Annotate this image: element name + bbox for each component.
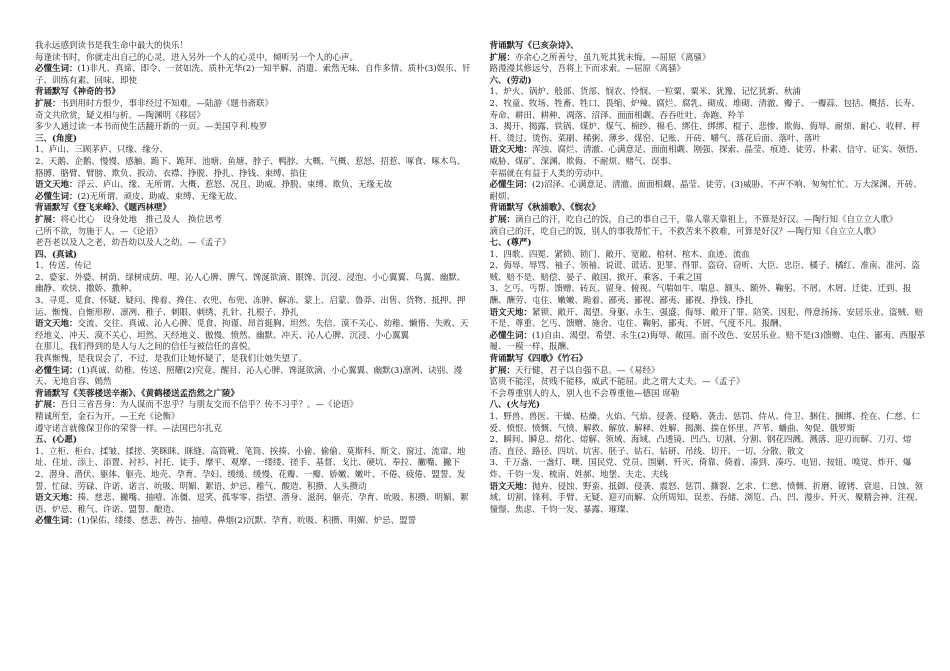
- left-line-heading: 背诵默写《登飞来峰》、《题西林壁》: [35, 203, 172, 214]
- left-line: [35, 470, 474, 493]
- right-line-heading: 语文天地：: [489, 145, 533, 156]
- left-line-heading: 四、(真诚): [35, 249, 78, 260]
- left-line: [35, 435, 474, 447]
- left-line: [35, 111, 474, 123]
- right-line-text: 3、揭开、揭露、铁锅、煤炉、煤气、棉纱、棉毛、绑住、绑绑、棍子、悲惨、欺侮、侮辱、耐烦、耐心、收秤、秤杆、烫过、烫伤、菜刷、稀粥、薄乡、煤窑、记账、开砖、嚼气、落花后面、落叶、落叶: [489, 122, 920, 144]
- right-line-heading: 扩展：: [489, 365, 516, 376]
- left-line-text: 吾日三省吾身：为人谋而不忠乎？与朋友交而不信乎？传不习乎？。—《论语》: [60, 400, 359, 411]
- right-line: [490, 76, 929, 88]
- left-line-text: (1)真诚、幼稚、传送、照耀(2)究竟、醒目、沁人心脾、馋涎欲滴、小心翼翼、幽默(3)凛冽、诀别、漫天、无地自容、嫣然: [35, 365, 463, 388]
- right-line-heading: 背诵默写《秋浦歌》、《悯农》: [489, 203, 601, 214]
- left-line: [35, 261, 474, 273]
- left-line: [35, 41, 474, 53]
- right-line-text: 3、千万盏、一盏灯、噢、国民党、党员、围剿、歼灭、倚靠、倚着、凑到、凑巧、电钮、按钮、嗅觉、炸开、爆炸、千钧一发、梳南、姓郝、地堡、夫走、夫线: [489, 458, 912, 480]
- right-line-text: 紧锁、敞开、渴望、身躯、永生、强盛、侮辱、敞开了罪、陪笑、因犯、得意扬扬、安居乐业、盗贼、赔不是、尊重、乞丐、馈赠、施舍、屯住、鞠躬、鄙夷、不屑、气度不凡、报酬、: [489, 307, 924, 330]
- left-line-text: 精诚所至，金石为开。—王充《论衡》: [35, 412, 180, 422]
- left-line-heading: 必懂生词：: [35, 191, 78, 202]
- left-line-text: 多少人通过读一本书而使生活翻开新的一页。—美国亨利.梭罗: [35, 122, 268, 133]
- right-line: [490, 122, 929, 145]
- left-line-heading: 必懂生词：: [35, 64, 78, 75]
- left-line: [35, 157, 474, 180]
- left-line-text: 遵守诺言就像保卫你的荣誉一样。—法国巴尔扎克: [35, 423, 223, 434]
- right-line-text: 3、乞丐、丐帮、馈赠、砖瓦、留身、俯视、气喘如牛、喘息、额头、额外、鞠躬、不屑、木屑、迁徙、迁到、报酬、酬劳、屯住、嫩嫩、跪着、鄙夷、鄙视、鄙夷、鄙视、挣钱、挣扎: [489, 284, 912, 307]
- right-line-text: 幸福就在有益于人类的劳动中。: [489, 168, 609, 179]
- right-line: [490, 284, 929, 307]
- left-line-text: 2、潜身、潜伏、躯体、躯壳、地壳、孕育、孕妇、缓缓、缓慢、花瓣、一瓣、娇嫩、嫩叶、不倦、疲倦、盟誓、发誓、忙碌、劳碌、许诺、诺言、吮吸、明媚、絮语、炉忌、稚气、酸造、积攒、人头攒动: [35, 469, 466, 492]
- right-line-heading: 六、(劳动): [489, 75, 532, 86]
- left-column: [35, 41, 474, 671]
- left-line-text: 3、寻觅、觅食、怀疑、疑问、搀着、搀住、衣兜、布兜、冻肿、解冻、蒙上、启蒙、鲁莽、出售、货物、抵押、押运、惭愧、自惭形秽、凛冽、稚子、刺眼、刺绣、扎针、扎根子、挣扎: [35, 296, 466, 318]
- right-line: [490, 250, 929, 262]
- right-line: [490, 41, 929, 53]
- left-line-text: 书到用时方恨少，事非经过不知难。—陆游《题书斋联》: [60, 98, 274, 109]
- left-line-text: 在那儿，我们得到的是人与人之间的信任与被信任的喜悦。: [35, 342, 257, 353]
- left-line: [35, 366, 474, 389]
- left-line-heading: 必懂生词：: [35, 365, 78, 376]
- left-line: [35, 516, 474, 528]
- left-line-heading: 语文天地：: [35, 493, 78, 504]
- right-line: [490, 482, 929, 517]
- right-line-text: 路漫漫其修远兮，吾将上下而求索。—屈原《离骚》: [489, 64, 686, 75]
- left-line: [35, 64, 474, 87]
- left-line-heading: 背诵默写《神奇的书》: [35, 87, 121, 98]
- right-line: [490, 53, 929, 65]
- right-line: [490, 377, 929, 389]
- left-line: [35, 87, 474, 99]
- right-line-text: 不会尊重别人的人，别人也不会尊重他—德国 席勒: [489, 388, 680, 399]
- left-line: [35, 493, 474, 516]
- right-line: [490, 261, 929, 284]
- left-line-text: 1、传送、传记: [35, 261, 92, 272]
- right-line-text: 1、炉火、锅炉、般部、货部、悯农、怜悯、一粒粟、粟米、犹豫、记忆犹新、秋浦: [489, 87, 801, 98]
- left-line: [35, 53, 474, 65]
- left-line: [35, 99, 474, 111]
- right-line: [490, 412, 929, 435]
- right-line: [490, 308, 929, 331]
- left-line-text: 己所不欲，勿施于人。—《论语》: [35, 226, 163, 237]
- left-line-text: 2、天鹅、企鹅、慢慢、感触、跪下、跪拜、池塘、鱼塘、脖子、鸭脖、大概、气概、惹怒、招惹、啄食、啄木鸟、胳膊、胳臂、臂膀、欺负、扳动、衣襟、挣脱、挣扎、挣钱、束缚、掐住: [35, 156, 466, 179]
- left-line: [35, 424, 474, 436]
- left-line: [35, 354, 474, 366]
- left-line: [35, 134, 474, 146]
- right-line: [490, 331, 929, 354]
- left-line: [35, 238, 474, 250]
- left-line: [35, 412, 474, 424]
- right-line-text: (2)沼泽、心满意足、清澈、面面相觑、晶莹、徒劳、(3)威胁、不声不响、匆匆忙忙、万大深渊、开砖、耐烦、: [489, 180, 922, 202]
- right-line: [490, 435, 929, 458]
- right-line: [490, 145, 929, 168]
- left-line-text: 将心比心 设身处地 推己及人 换位思考: [60, 214, 223, 225]
- left-line-heading: 语文天地：: [35, 319, 78, 330]
- left-line-text: 我永远感到读书是我生命中最大的快乐！: [35, 41, 189, 51]
- left-line: [35, 273, 474, 296]
- right-line: [490, 87, 929, 99]
- right-line: [490, 180, 929, 203]
- left-line: [35, 400, 474, 412]
- left-line-heading: 扩展：: [35, 214, 61, 225]
- left-line: [35, 192, 474, 204]
- right-line-text: 滴自己的汗，吃自己的饭，别人的事我帮忙干，不救苦来不救难，可算是好汉？—陶行知《自立立人歌》: [489, 226, 881, 237]
- left-line-text: 交流、交往、真诚、沁人心脾、觅食、拘谨、昂首挺胸、坦然、失信、漠不关心、幼稚、懒惰、失败、天经地义、冲天、漠不关心、坦然、天经地义、傲慢、愤然、幽默、冲天、沁人心脾、沉浸、小心翼翼: [35, 319, 469, 341]
- right-line: [490, 366, 929, 378]
- right-line: [490, 169, 929, 181]
- left-line-text: 揍、慈悲、撇嘴、抽噎、冻僵、逗笑、孤零零、指望、潜身、滋润、躯壳、孕育、吮吸、积攒、明媚、絮语、炉忌、稚气、许诺、盟誓、酿造、: [35, 493, 469, 515]
- right-line-text: 1、四歌、四冕、紧锁、锁门、敞开、宽敞、棺材、棺木、血迹、流血: [489, 249, 750, 260]
- right-line-text: 浑浊、腐烂、清澈、心满意足、面面相觑、刚强、探索、晶莹、痕迹、徒劳、朴素、信守、证实、领悟、威胁、煤矿、深渊、欺侮、不耐烦、赌气、误事、: [489, 145, 924, 167]
- right-line: [490, 354, 929, 366]
- right-line-heading: 八、(火与光): [489, 400, 541, 411]
- left-line-heading: 语文天地：: [35, 180, 78, 191]
- left-line-heading: 三、(角度): [35, 133, 78, 144]
- left-line: [35, 215, 474, 227]
- right-line: [490, 389, 929, 401]
- right-line-heading: 必懂生词：: [489, 330, 533, 341]
- right-line-heading: 扩展：: [489, 52, 516, 63]
- right-line-heading: 扩展：: [489, 214, 516, 225]
- left-line-text: 老吾老以及人之老，幼吾幼以及人之幼。—《孟子》: [35, 238, 231, 249]
- left-line-heading: 扩展：: [35, 98, 61, 109]
- left-line: [35, 145, 474, 157]
- right-line: [490, 99, 929, 122]
- left-line: [35, 227, 474, 239]
- left-line-heading: 扩展：: [35, 400, 61, 411]
- right-line-text: 2、侮辱、辱骂、袖子、领袖、说谎、谎话、犯罪、得罪、盗窃、窃听、大臣、忠臣、橘子、橘红、准南、准河、盗贼、赔不是、赔偿、晏子、敞国、掀开、乘客、千乘之国: [489, 261, 920, 283]
- right-line-text: 2、牧童、牧场、牲畜、牲口、畏缩、炉辣、腐烂、腐乳、砌成、堆砌、清澈、瓣子、一瓣蒜、包括、概括、长寿、寿命、耕田、耕种、凋落、沼泽、面面相觑、吞吞吐吐、奔跑、羚羊: [489, 98, 920, 121]
- right-line-text: 2、瞬间、瞬息、熔化、熔解、领域、海域、凸透镜、凹凸、切割、分割、钢花四溅、溅落、迎刃而解、刀刃、熔渣、直径、路径、四坑、坑害、胚子、钻石、钻研、吊线、切开、一切、分散、散文: [489, 435, 912, 457]
- right-line-text: (1)自由、渴望、希望、永生(2)侮辱、敞国、面不改色、安居乐业、赔不是(3)馈赠、屯住、鄙夷、西服革履、一模一样、报酬、: [489, 330, 926, 353]
- left-line-text: (2)无所谓、顽皮、助威、束缚、无缘无故、: [77, 191, 243, 202]
- left-line-text: 1、庐山、三顾茅庐、只缘、缘分、: [35, 145, 168, 156]
- right-line-text: 1、野兽、兽医、干燥、枯燥、火焰、气焰、侵袭、侵略、袭击、惩罚、侍从、侍卫、捆住、捆绑、拴在、仁慈、仁爱、愤恨、愤慨、气愤、解救、解放、解释、姓解、揭测、揣在怀里、芦苇、蟠曲、匆促、俄罗斯: [489, 412, 920, 434]
- right-line-text: 富贵不能淫，贫贱不能移，威武不能屈。此之谓大丈夫。—《孟子》: [489, 377, 745, 388]
- left-line-text: 1、立柜、柜台、揉皱、揉搓、笑眯眯、眯缝、高筒靴、笔筒、挨揍、小偷、偷偷、莫斯科、斯文、窗过、流窜、地址、住址、添上、添置、衬衫、衬托、徒手、摩平、观摩、一缕缕、搓手、基督、戈比、硬坑、奉拉、撇嘴、撇下: [35, 446, 466, 469]
- left-line: [35, 447, 474, 470]
- left-line-text: 每逢读书时，你就走出自己的心灵，进入另外一个人的心灵中，倾听另一个人的心声。: [35, 52, 359, 63]
- right-line-heading: 背诵默写《已亥杂诗》、: [489, 41, 579, 51]
- left-line-text: (1)保佑、缕缕、慈悲、祷告、抽噎、鼻烟(2)沉默、孕育、吮吸、积攒、明媚、炉忌、盟誓: [77, 516, 417, 527]
- right-line-heading: 背诵默写《四歌》《竹石》: [489, 354, 588, 365]
- right-line: [490, 227, 929, 239]
- right-line-heading: 语文天地：: [489, 307, 533, 318]
- right-column: [490, 41, 929, 671]
- right-line: [490, 215, 929, 227]
- left-line: [35, 296, 474, 319]
- left-line: [35, 250, 474, 262]
- right-line: [490, 400, 929, 412]
- left-line: [35, 342, 474, 354]
- right-line-heading: 必懂生词：: [489, 180, 533, 191]
- left-line: [35, 389, 474, 401]
- right-line: [490, 64, 929, 76]
- left-line: [35, 180, 474, 192]
- right-line: [490, 238, 929, 250]
- right-line-text: 亦余心之所善兮，虽九死其犹未悔。—屈原《离骚》: [515, 52, 711, 63]
- left-line: [35, 319, 474, 342]
- left-line-text: (1)非凡、真谛、即令、一贫如洗、质朴无华(2)一知半解、消遣、索然无味、自作多情、质朴(3)娱乐、钎子、训练有素、回味、即使: [35, 64, 471, 86]
- left-line: [35, 203, 474, 215]
- left-line-heading: 背诵默写《芙蓉楼送辛渐》、《黄鹤楼送孟浩然之广陵》: [35, 388, 240, 399]
- left-line-heading: 必懂生词：: [35, 516, 78, 527]
- right-line-text: 天行健，君子以自强不息。—《易经》: [515, 365, 660, 376]
- right-line: [490, 203, 929, 215]
- left-line-text: 奇文共欣赏，疑义相与析。—陶渊明《移居》: [35, 110, 206, 121]
- left-line-text: 浮云、庐山、缘、无所谓、大概、惹怒、况且、助威、挣脱、束缚、欺负、无缘无故: [77, 180, 393, 191]
- right-line-heading: 七、(尊严): [489, 238, 532, 249]
- right-line: [490, 458, 929, 481]
- left-line-text: 2、婆家、外婆、树荫、绿树成荫、哩、沁人心脾、脾气、馋涎欲滴、眼馋、沉浸、浸泡、小心翼翼、鸟翼、幽默、幽静、欢快、撒娇、撒种、: [35, 272, 466, 295]
- right-line-text: 抛弃、侵蚀、野蛮、抵御、侵袭、震怒、惩罚、撕裂、乞求、仁慈、愤慨、折磨、镣铐、衰退、日蚀、领域、切割、锋利、手臂、无疑、迎刃而解、众所周知、误差、吞储、浏览、凸、凹、漫步、歼灭、聚精会神、注视、憧憬、焦虑、千钧一发、暴露、璀璨、: [489, 481, 924, 515]
- left-line-heading: 五、(心愿): [35, 435, 78, 446]
- left-line-text: 我真惭愧，是我误会了，不过，是我们让她怀疑了，是我们让她失望了。: [35, 354, 308, 365]
- left-line: [35, 122, 474, 134]
- right-line-text: 滴自己的汗，吃自己的饭，自己的事自己干，靠人靠天靠祖上，不算是好汉。—陶行知《自立立人歌》: [515, 214, 898, 225]
- right-line-heading: 语文天地：: [489, 481, 533, 492]
